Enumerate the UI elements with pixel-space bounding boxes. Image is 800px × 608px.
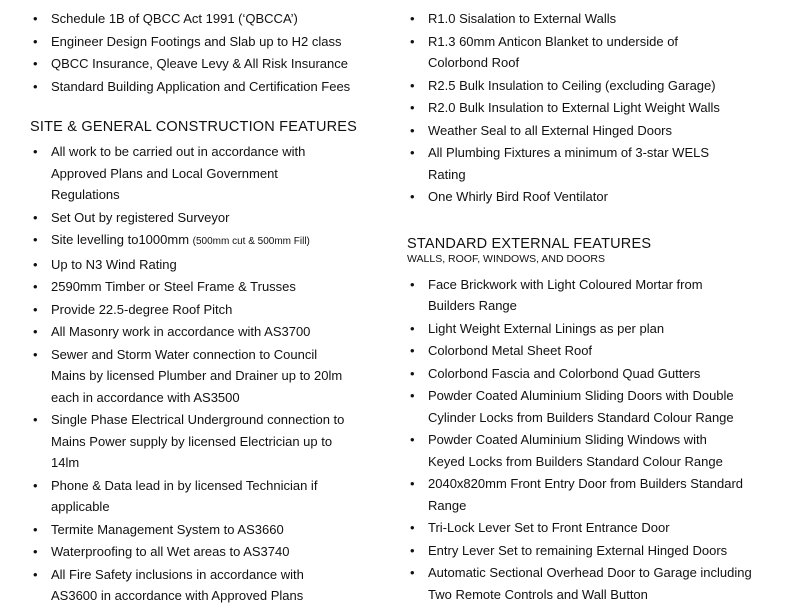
left-column [30,8,390,608]
list-item: • Termite Management System to AS3660 [30,519,390,541]
external-features-list [407,274,787,606]
list-item: • QBCC Insurance, Qleave Levy & All Risk Insurance [30,53,390,75]
list-item: • Standard Building Application and Certification Fees [30,76,390,98]
list-item: • Waterproofing to all Wet areas to AS3740 [30,541,390,563]
list-item: • All work to be carried out in accordance with Approved Plans and Local Government Regulations [30,141,390,206]
list-item: • 2040x820mm Front Entry Door from Builders Standard Range [407,473,787,516]
site-section-title: SITE & GENERAL CONSTRUCTION FEATURES [30,119,358,135]
list-item: • All Masonry work in accordance with AS3700 [30,321,390,343]
external-section-subtitle: WALLS, ROOF, WINDOWS, AND DOORS [407,252,605,265]
list-item: • All Plumbing Fixtures a minimum of 3-star WELS Rating [407,142,787,185]
list-item: • Light Weight External Linings as per plan [407,318,787,340]
list-item: • Set Out by registered Surveyor [30,207,390,229]
list-item: • Provide 22.5-degree Roof Pitch [30,299,390,321]
left-top-list [30,8,390,97]
list-item [30,229,390,253]
right-top-list [407,8,787,208]
list-item: • Automatic Sectional Overhead Door to Garage including Two Remote Controls and Wall Button [407,562,787,605]
list-item: • Colorbond Fascia and Colorbond Quad Gutters [407,363,787,385]
list-item: • R1.3 60mm Anticon Blanket to underside of Colorbond Roof [407,31,787,74]
list-item: • R2.5 Bulk Insulation to Ceiling (excluding Garage) [407,75,787,97]
list-item: • Sewer and Storm Water connection to Council Mains by licensed Plumber and Drainer up to 20lm each in accordance with AS3500 [30,344,390,409]
list-item: • Engineer Design Footings and Slab up to H2 class [30,31,390,53]
list-item: • Powder Coated Aluminium Sliding Doors with Double Cylinder Locks from Builders Standard Colour Range [407,385,787,428]
list-item: • Powder Coated Aluminium Sliding Windows with Keyed Locks from Builders Standard Colour Range [407,429,787,472]
right-column [407,8,787,606]
list-item: • Colorbond Metal Sheet Roof [407,340,787,362]
list-item: • One Whirly Bird Roof Ventilator [407,186,787,208]
list-item: • Single Phase Electrical Underground connection to Mains Power supply by licensed Electrician up to 14lm [30,409,390,474]
list-item: • Tri-Lock Lever Set to Front Entrance Door [407,517,787,539]
list-item: • R1.0 Sisalation to External Walls [407,8,787,30]
list-item-text: Site levelling to1000mm [51,232,193,247]
list-item: • R2.0 Bulk Insulation to External Light Weight Walls [407,97,787,119]
list-item: • Weather Seal to all External Hinged Doors [407,120,787,142]
list-item-note: (500mm cut & 500mm Fill) [192,236,310,247]
list-item: • Phone & Data lead in by licensed Technician if applicable [30,475,390,518]
list-item: • Up to N3 Wind Rating [30,254,390,276]
list-item: • Face Brickwork with Light Coloured Mortar from Builders Range [407,274,787,317]
external-section-title: STANDARD EXTERNAL FEATURES [407,235,652,252]
list-item: • 2590mm Timber or Steel Frame & Trusses [30,276,390,298]
list-item: • Schedule 1B of QBCC Act 1991 (‘QBCCA’) [30,8,390,30]
list-item: • Entry Lever Set to remaining External Hinged Doors [407,540,787,562]
list-item: • All Fire Safety inclusions in accordance with AS3600 in accordance with Approved Plans [30,564,390,607]
site-features-list [30,141,390,607]
